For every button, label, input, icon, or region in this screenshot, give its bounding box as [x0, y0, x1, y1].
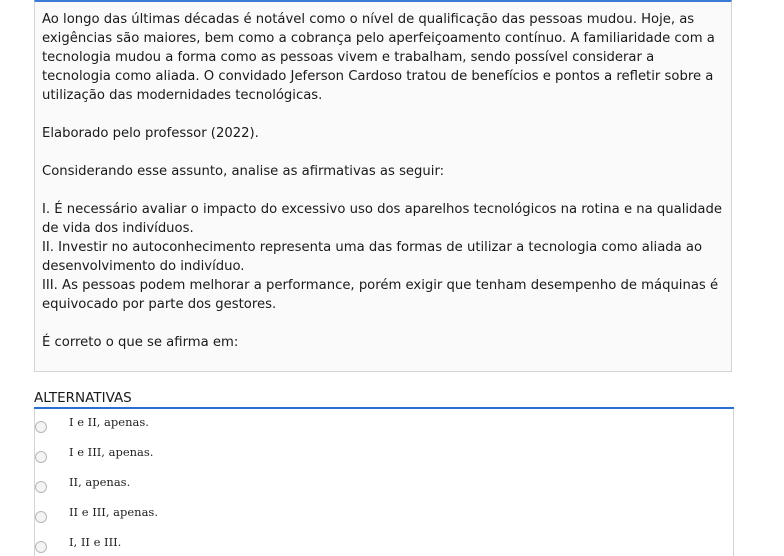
statement-3: III. As pessoas podem melhorar a performance, porém exigir que tenham desempenho de máquinas é equivocado por parte dos gestores.	[42, 278, 719, 312]
radio-button[interactable]	[35, 481, 47, 493]
radio-button[interactable]	[35, 511, 47, 523]
alternative-option-2[interactable]	[35, 441, 733, 465]
question-box	[34, 0, 732, 372]
alternatives-header: ALTERNATIVAS	[34, 389, 734, 409]
alternative-label[interactable]: II, apenas.	[69, 475, 131, 489]
question-instruction: Considerando esse assunto, analise as afirmativas as seguir:	[42, 164, 445, 179]
statement-2: II. Investir no autoconhecimento representa uma das formas de utilizar a tecnologia como aliada ao desenvolvimento do indivíduo.	[42, 240, 703, 274]
radio-button[interactable]	[35, 421, 47, 433]
alternative-option-1[interactable]	[35, 411, 733, 435]
alternative-option-4[interactable]	[35, 501, 733, 525]
alternatives-list	[34, 409, 734, 556]
statement-1: I. É necessário avaliar o impacto do excessivo uso dos aparelhos tecnológicos na rotina e na qualidade de vida dos indivíduos.	[42, 202, 722, 236]
question-prompt: É correto o que se afirma em:	[42, 335, 239, 350]
alternative-option-5[interactable]	[35, 531, 733, 555]
alternative-label[interactable]: II e III, apenas.	[69, 505, 158, 519]
alternative-label[interactable]: I e II, apenas.	[69, 415, 149, 429]
radio-button[interactable]	[35, 541, 47, 553]
alternative-label[interactable]: I, II e III.	[69, 535, 122, 549]
alternative-label[interactable]: I e III, apenas.	[69, 445, 154, 459]
question-context: Ao longo das últimas décadas é notável como o nível de qualificação das pessoas mudou. Hoje, as exigências são maiores, bem como a cobrança pelo aperfeiçoamento contínuo. A familiaridade com a tecnologia mudou a forma como as pessoas vivem e trabalham, sendo possível considerar a tecnologia como aliada. O convidado Jeferson Cardoso tratou de benefícios e pontos a refletir sobre a utilização das modernidades tecnológicas.	[42, 12, 715, 103]
radio-button[interactable]	[35, 451, 47, 463]
alternative-option-3[interactable]	[35, 471, 733, 495]
question-source: Elaborado pelo professor (2022).	[42, 126, 259, 141]
